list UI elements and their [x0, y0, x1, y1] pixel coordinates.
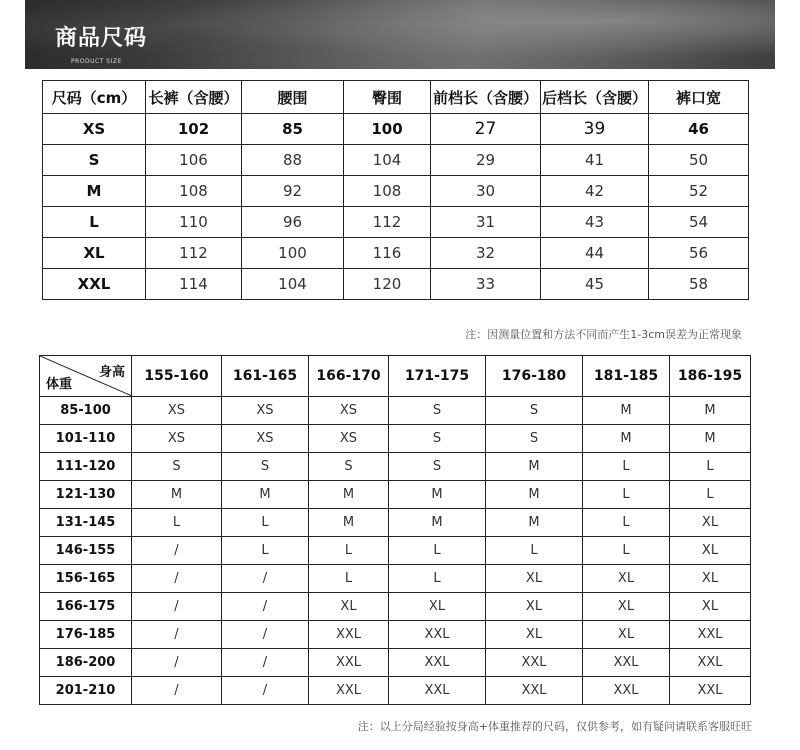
weight-range-cell: 111-120: [40, 453, 132, 481]
recommended-size-cell: L: [309, 565, 389, 593]
measurement-cell: 114: [146, 269, 242, 300]
weight-range-cell: 146-155: [40, 537, 132, 565]
recommended-size-cell: XL: [486, 621, 583, 649]
table-row: [40, 537, 751, 565]
recommendation-header-row: [40, 356, 751, 397]
recommended-size-cell: XL: [670, 593, 751, 621]
table-row: [43, 207, 749, 238]
recommended-size-cell: XL: [389, 593, 486, 621]
weight-range-cell: 121-130: [40, 481, 132, 509]
measurement-cell: 108: [344, 176, 431, 207]
recommended-size-cell: S: [389, 425, 486, 453]
size-chart-header-row: [43, 81, 749, 114]
recommended-size-cell: L: [222, 509, 309, 537]
recommended-size-cell: /: [222, 677, 309, 705]
recommendation-note: 注：以上分局经验按身高+体重推荐的尺码，仅供参考，如有疑问请联系客服旺旺: [357, 720, 752, 733]
recommended-size-cell: L: [583, 509, 670, 537]
size-recommendation-table: [39, 355, 751, 705]
recommended-size-cell: XL: [670, 537, 751, 565]
recommended-size-cell: XL: [309, 593, 389, 621]
recommended-size-cell: XXL: [389, 621, 486, 649]
table-row: [43, 238, 749, 269]
recommended-size-cell: XXL: [486, 677, 583, 705]
size-column-header: 前档长（含腰）: [431, 81, 541, 114]
size-column-header: 臀围: [344, 81, 431, 114]
recommended-size-cell: XXL: [309, 677, 389, 705]
measurement-cell: 31: [431, 207, 541, 238]
recommended-size-cell: /: [132, 677, 222, 705]
measurement-cell: 50: [649, 145, 749, 176]
recommended-size-cell: /: [222, 621, 309, 649]
recommended-size-cell: M: [309, 481, 389, 509]
recommended-size-cell: XXL: [670, 677, 751, 705]
recommended-size-cell: M: [389, 509, 486, 537]
table-row: [40, 425, 751, 453]
measurement-cell: 56: [649, 238, 749, 269]
weight-range-cell: 101-110: [40, 425, 132, 453]
recommended-size-cell: S: [389, 397, 486, 425]
height-weight-corner: [40, 356, 132, 397]
measurement-cell: 106: [146, 145, 242, 176]
recommended-size-cell: /: [222, 649, 309, 677]
recommended-size-cell: M: [222, 481, 309, 509]
recommended-size-cell: XXL: [309, 649, 389, 677]
recommended-size-cell: /: [222, 593, 309, 621]
recommended-size-cell: S: [486, 425, 583, 453]
recommended-size-cell: XS: [309, 397, 389, 425]
recommended-size-cell: L: [309, 537, 389, 565]
size-label-cell: L: [43, 207, 146, 238]
measurement-note: 注：因测量位置和方法不同而产生1-3cm误差为正常现象: [465, 328, 742, 341]
recommended-size-cell: XL: [670, 565, 751, 593]
size-column-header: 裤口宽: [649, 81, 749, 114]
table-row: [40, 649, 751, 677]
measurement-cell: 112: [146, 238, 242, 269]
size-label-cell: M: [43, 176, 146, 207]
height-label: 身高: [98, 365, 125, 380]
measurement-cell: 44: [541, 238, 649, 269]
recommended-size-cell: M: [583, 425, 670, 453]
recommended-size-cell: XXL: [486, 649, 583, 677]
recommended-size-cell: /: [132, 565, 222, 593]
recommended-size-cell: M: [486, 453, 583, 481]
recommended-size-cell: XXL: [583, 649, 670, 677]
recommended-size-cell: XXL: [670, 621, 751, 649]
table-row: [40, 565, 751, 593]
recommended-size-cell: M: [309, 509, 389, 537]
measurement-cell: 104: [344, 145, 431, 176]
recommended-size-cell: M: [486, 481, 583, 509]
measurement-cell: 110: [146, 207, 242, 238]
recommended-size-cell: L: [389, 565, 486, 593]
measurement-cell: 32: [431, 238, 541, 269]
measurement-cell: 54: [649, 207, 749, 238]
table-row: [40, 481, 751, 509]
measurement-cell: 39: [541, 114, 649, 145]
recommended-size-cell: M: [583, 397, 670, 425]
table-row: [40, 509, 751, 537]
size-label-cell: XXL: [43, 269, 146, 300]
recommended-size-cell: L: [486, 537, 583, 565]
table-row: [43, 145, 749, 176]
height-range-header: 161-165: [222, 356, 309, 397]
recommended-size-cell: M: [486, 509, 583, 537]
size-label-cell: XS: [43, 114, 146, 145]
recommended-size-cell: XL: [583, 593, 670, 621]
recommended-size-cell: XXL: [389, 649, 486, 677]
recommended-size-cell: L: [132, 509, 222, 537]
recommended-size-cell: XL: [486, 593, 583, 621]
measurement-cell: 116: [344, 238, 431, 269]
measurement-cell: 92: [242, 176, 344, 207]
measurement-cell: 43: [541, 207, 649, 238]
recommended-size-cell: L: [670, 453, 751, 481]
recommended-size-cell: S: [309, 453, 389, 481]
measurement-cell: 52: [649, 176, 749, 207]
height-range-header: 186-195: [670, 356, 751, 397]
table-row: [43, 114, 749, 145]
size-column-header: 尺码（cm）: [43, 81, 146, 114]
recommended-size-cell: /: [222, 565, 309, 593]
recommended-size-cell: L: [389, 537, 486, 565]
recommended-size-cell: XL: [486, 565, 583, 593]
height-range-header: 155-160: [132, 356, 222, 397]
recommended-size-cell: XXL: [389, 677, 486, 705]
recommended-size-cell: S: [132, 453, 222, 481]
weight-range-cell: 85-100: [40, 397, 132, 425]
measurement-cell: 41: [541, 145, 649, 176]
recommended-size-cell: /: [132, 537, 222, 565]
recommended-size-cell: L: [583, 453, 670, 481]
measurement-cell: 46: [649, 114, 749, 145]
recommended-size-cell: XL: [583, 565, 670, 593]
weight-range-cell: 186-200: [40, 649, 132, 677]
recommended-size-cell: /: [132, 649, 222, 677]
recommended-size-cell: S: [389, 453, 486, 481]
size-column-header: 长裤（含腰）: [146, 81, 242, 114]
recommended-size-cell: XXL: [670, 649, 751, 677]
height-range-header: 166-170: [309, 356, 389, 397]
recommended-size-cell: XS: [132, 425, 222, 453]
size-column-header: 后档长（含腰）: [541, 81, 649, 114]
measurement-cell: 120: [344, 269, 431, 300]
recommended-size-cell: XS: [132, 397, 222, 425]
measurement-cell: 104: [242, 269, 344, 300]
weight-range-cell: 201-210: [40, 677, 132, 705]
table-row: [40, 397, 751, 425]
measurement-cell: 58: [649, 269, 749, 300]
recommended-size-cell: L: [583, 481, 670, 509]
recommended-size-cell: L: [222, 537, 309, 565]
measurement-cell: 33: [431, 269, 541, 300]
measurement-cell: 30: [431, 176, 541, 207]
table-row: [40, 621, 751, 649]
measurement-cell: 100: [242, 238, 344, 269]
recommended-size-cell: XS: [222, 397, 309, 425]
height-range-header: 176-180: [486, 356, 583, 397]
recommended-size-cell: XS: [309, 425, 389, 453]
recommended-size-cell: L: [583, 537, 670, 565]
recommended-size-cell: /: [132, 621, 222, 649]
recommended-size-cell: XXL: [309, 621, 389, 649]
height-range-header: 181-185: [583, 356, 670, 397]
measurement-cell: 45: [541, 269, 649, 300]
recommended-size-cell: M: [132, 481, 222, 509]
measurement-cell: 108: [146, 176, 242, 207]
measurement-cell: 112: [344, 207, 431, 238]
recommended-size-cell: /: [132, 593, 222, 621]
measurement-cell: 27: [431, 114, 541, 145]
banner-title: 商品尺码: [55, 26, 148, 51]
banner-subtitle: PRODUCT SIZE: [71, 58, 122, 65]
measurement-cell: 88: [242, 145, 344, 176]
measurement-cell: 85: [242, 114, 344, 145]
header-banner: [25, 0, 775, 69]
recommended-size-cell: S: [486, 397, 583, 425]
recommended-size-cell: L: [670, 481, 751, 509]
weight-range-cell: 176-185: [40, 621, 132, 649]
recommended-size-cell: XL: [670, 509, 751, 537]
height-range-header: 171-175: [389, 356, 486, 397]
size-label-cell: S: [43, 145, 146, 176]
recommended-size-cell: XL: [583, 621, 670, 649]
measurement-cell: 100: [344, 114, 431, 145]
measurement-cell: 29: [431, 145, 541, 176]
weight-range-cell: 131-145: [40, 509, 132, 537]
recommended-size-cell: S: [222, 453, 309, 481]
recommended-size-cell: XS: [222, 425, 309, 453]
table-row: [43, 176, 749, 207]
recommended-size-cell: XXL: [583, 677, 670, 705]
measurement-cell: 42: [541, 176, 649, 207]
size-label-cell: XL: [43, 238, 146, 269]
measurement-cell: 96: [242, 207, 344, 238]
weight-label: 体重: [46, 377, 73, 392]
table-row: [40, 677, 751, 705]
recommended-size-cell: M: [670, 425, 751, 453]
weight-range-cell: 166-175: [40, 593, 132, 621]
measurement-cell: 102: [146, 114, 242, 145]
table-row: [40, 593, 751, 621]
size-chart-table: [42, 80, 749, 300]
size-column-header: 腰围: [242, 81, 344, 114]
recommended-size-cell: M: [670, 397, 751, 425]
table-row: [40, 453, 751, 481]
weight-range-cell: 156-165: [40, 565, 132, 593]
table-row: [43, 269, 749, 300]
recommended-size-cell: M: [389, 481, 486, 509]
